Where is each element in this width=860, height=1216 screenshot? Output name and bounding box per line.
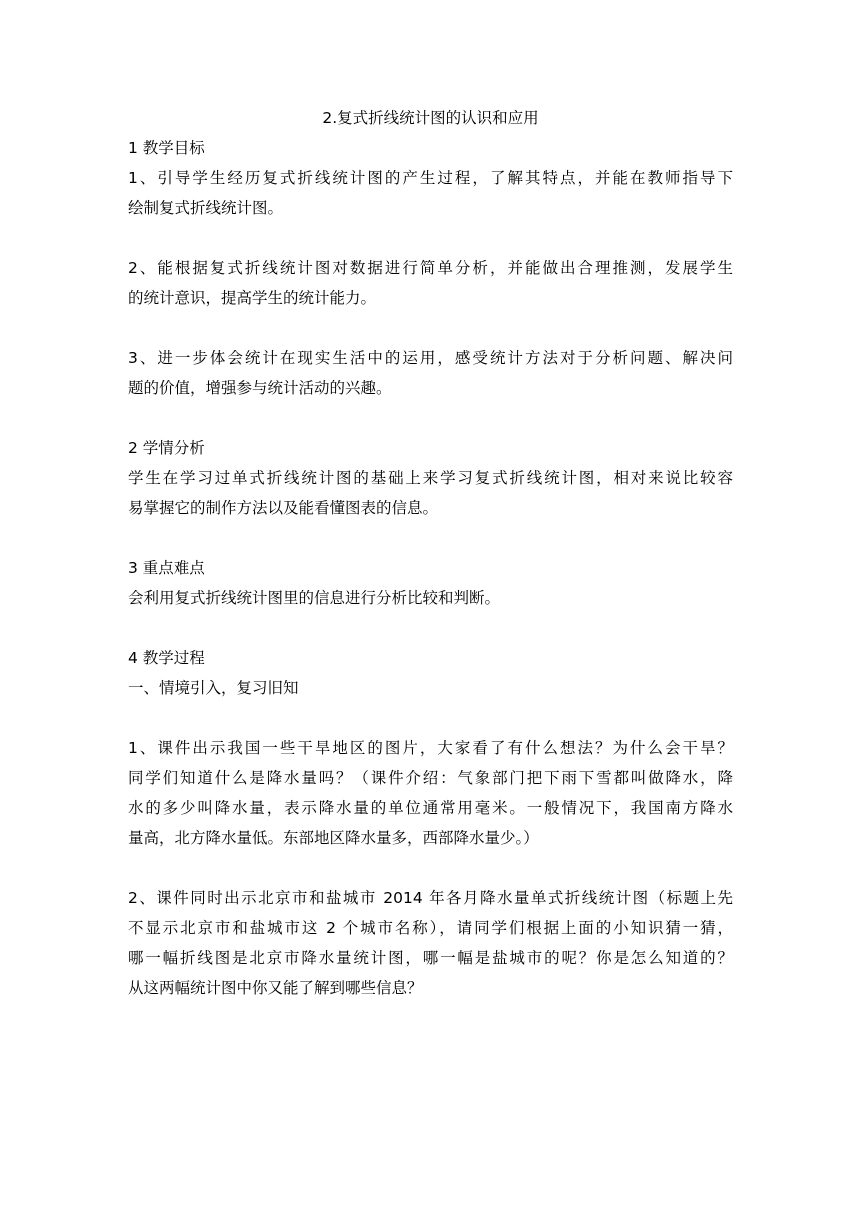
document-title: 2.复式折线统计图的认识和应用 (322, 109, 539, 127)
key-points-line-1: 会利用复式折线统计图里的信息进行分析比较和判断。 (128, 589, 501, 607)
analysis-line-1: 学生在学习过单式折线统计图的基础上来学习复式折线统计图，相对来说比较容 (128, 469, 733, 487)
goal-1-line-1: 1、引导学生经历复式折线统计图的产生过程，了解其特点，并能在教师指导下 (128, 169, 733, 187)
document-body (128, 103, 733, 1003)
blank-line (128, 523, 733, 553)
section-heading-key-points: 3 重点难点 (128, 559, 205, 577)
blank-line (128, 853, 733, 883)
blank-line (128, 223, 733, 253)
goal-1-line-2: 绘制复式折线统计图。 (128, 199, 284, 217)
process-1-line-3: 水的多少叫降水量，表示降水量的单位通常用毫米。一般情况下，我国南方降水 (128, 799, 733, 817)
section-heading-teaching-process: 4 教学过程 (128, 649, 205, 667)
process-1-line-2: 同学们知道什么是降水量吗？（课件介绍：气象部门把下雨下雪都叫做降水，降 (128, 769, 733, 787)
process-2-line-3: 哪一幅折线图是北京市降水量统计图，哪一幅是盐城市的呢？你是怎么知道的？ (128, 949, 733, 967)
process-1-line-1: 1、课件出示我国一些干旱地区的图片，大家看了有什么想法？为什么会干旱？ (128, 739, 733, 757)
analysis-line-2: 易掌握它的制作方法以及能看懂图表的信息。 (128, 499, 439, 517)
section-heading-teaching-goals: 1 教学目标 (128, 139, 205, 157)
subsection-heading-intro: 一、情境引入，复习旧知 (128, 679, 299, 697)
blank-line (128, 613, 733, 643)
process-1-line-4: 量高，北方降水量低。东部地区降水量多，西部降水量少。） (128, 829, 539, 847)
process-2-line-1: 2、课件同时出示北京市和盐城市 2014 年各月降水量单式折线统计图（标题上先 (128, 889, 733, 907)
goal-3-line-2: 题的价值，增强参与统计活动的兴趣。 (128, 379, 392, 397)
blank-line (128, 703, 733, 733)
blank-line (128, 313, 733, 343)
goal-3-line-1: 3、进一步体会统计在现实生活中的运用，感受统计方法对于分析问题、解决问 (128, 349, 733, 367)
goal-2-line-2: 的统计意识，提高学生的统计能力。 (128, 289, 377, 307)
process-2-line-2: 不显示北京市和盐城市这 2 个城市名称），请同学们根据上面的小知识猜一猜， (128, 919, 733, 937)
section-heading-learning-analysis: 2 学情分析 (128, 439, 205, 457)
process-2-line-4: 从这两幅统计图中你又能了解到哪些信息？ (128, 979, 423, 997)
blank-line (128, 403, 733, 433)
goal-2-line-1: 2、能根据复式折线统计图对数据进行简单分析，并能做出合理推测，发展学生 (128, 259, 733, 277)
